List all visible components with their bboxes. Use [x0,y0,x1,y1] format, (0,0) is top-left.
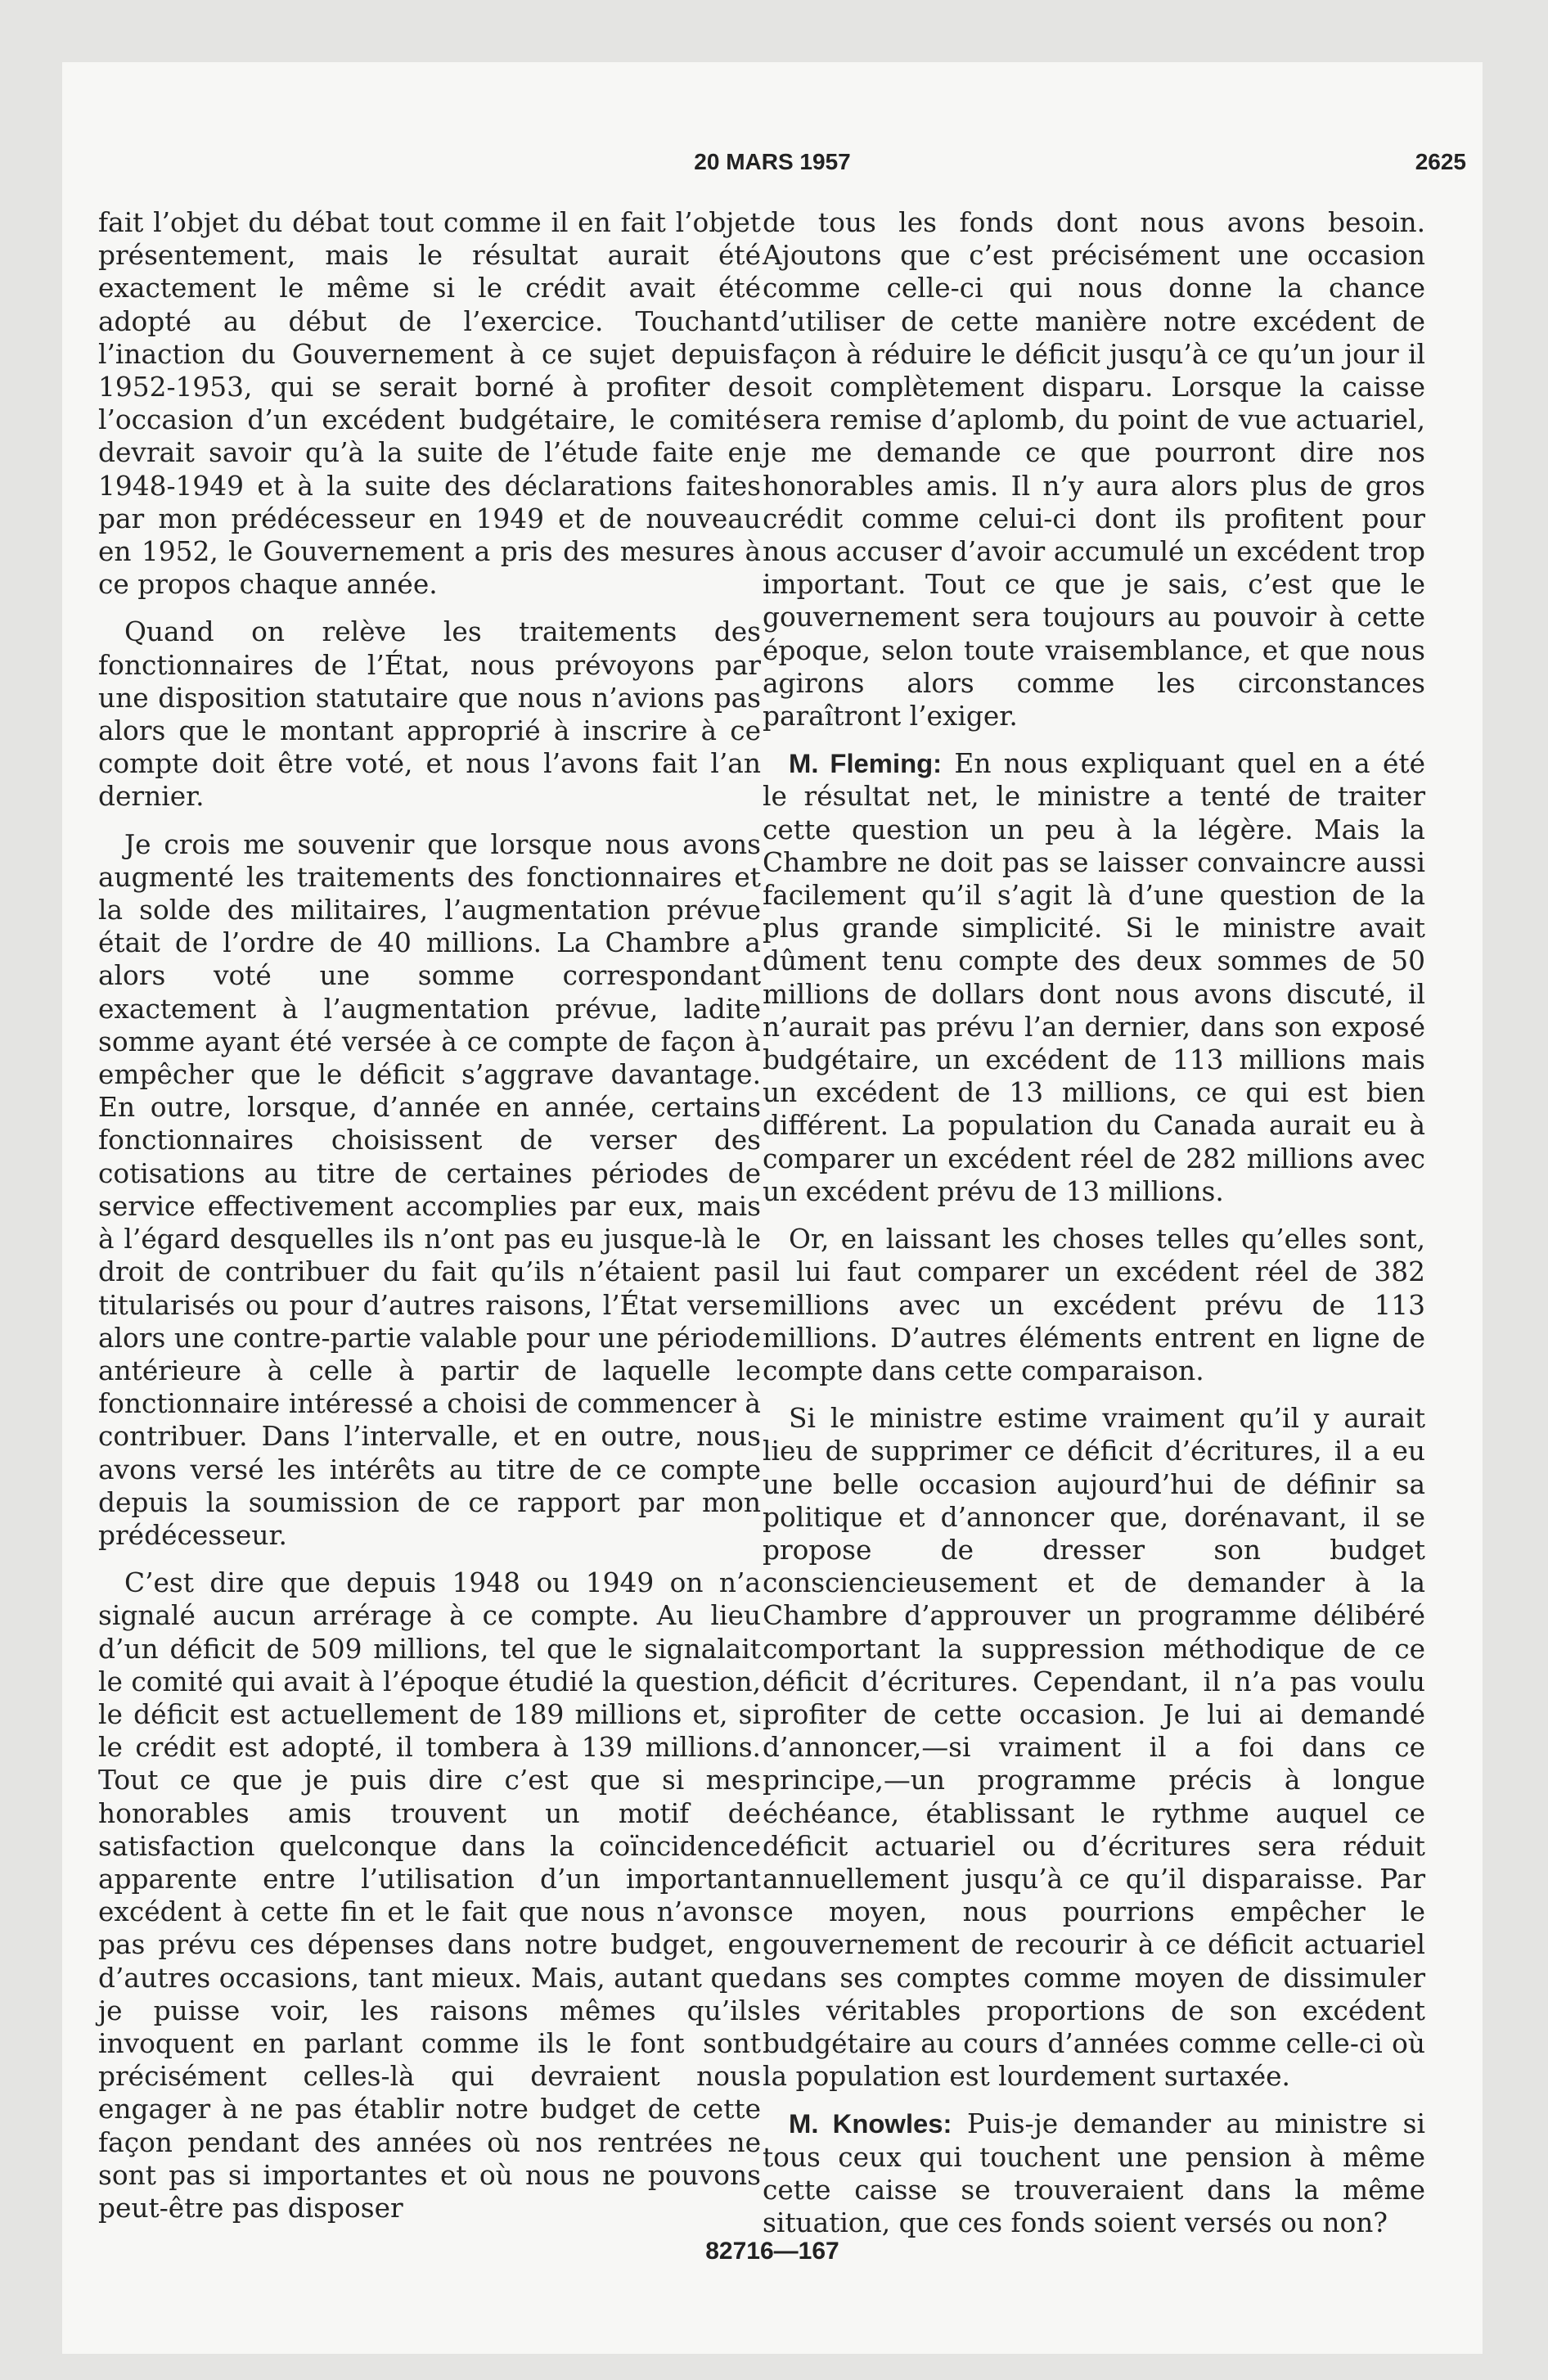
left-column [98,206,761,2239]
speech-text: En nous expliquant quel en a été le résultat net, le ministre a tenté de traiter cette question un peu à la légère. Mais la Chambre ne doit pas se laisser convaincre aussi facilement qu’il s’agit là d’une question de la plus grande simplicité. Si le ministre avait dûment tenu compte des deux sommes de 50 millions de dollars dont nous avons discuté, il n’aurait pas prévu l’an dernier, dans son exposé budgétaire, un excédent de 113 millions mais un excédent de 13 millions, ce qui est bien différent. La population du Canada aurait eu à comparer un excédent réel de 282 millions avec un excédent prévu de 13 millions. [763,748,1425,1207]
page [62,62,1483,2354]
right-column [763,206,1425,2254]
speaker-name: M. Fleming: [789,748,943,779]
paragraph: C’est dire que depuis 1948 ou 1949 on n’a signalé aucun arrérage à ce compte. Au lieu d’un déficit de 509 millions, tel que le signalait le comité qui avait à l’époque étudié la question, le déficit est actuellement de 189 millions et, si le crédit est adopté, il tombera à 139 millions. Tout ce que je puis dire c’est que si mes honorables amis trouvent un motif de satisfaction quelconque dans la coïncidence apparente entre l’utilisation d’un important excédent à cette fin et le fait que nous n’avons pas prévu ces dépenses dans notre budget, en d’autres occasions, tant mieux. Mais, autant que je puisse voir, les raisons mêmes qu’ils invoquent en parlant comme ils le font sont précisément celles-là qui devraient nous engager à ne pas établir notre budget de cette façon pendant des années où nos rentrées ne sont pas si importantes et où nous ne pouvons peut-être pas disposer [98,1567,761,2224]
paragraph: Quand on relève les traitements des fonctionnaires de l’État, nous prévoyons par une disposition statutaire que nous n’avions pas alors que le montant approprié à inscrire à ce compte doit être voté, et nous l’avons fait l’an dernier. [98,616,761,813]
page-footer-code: 82716—167 [705,2238,839,2265]
speech-text: Puis-je demander au ministre si tous ceux qui touchent une pension à même cette caisse se trouveraient dans la même situation, que ces fonds soient versés ou non? [763,2108,1425,2238]
paragraph: fait l’objet du débat tout comme il en fait l’objet présentement, mais le résultat aurait été exactement le même si le crédit avait été adopté au début de l’exercice. Touchant l’inaction du Gouvernement à ce sujet depuis 1952-1953, qui se serait borné à profiter de l’occasion d’un excédent budgétaire, le comité devrait savoir qu’à la suite de l’étude faite en 1948-1949 et à la suite des déclarations faites par mon prédécesseur en 1949 et de nouveau en 1952, le Gouvernement a pris des mesures à ce propos chaque année. [98,207,761,601]
page-header [62,149,1483,182]
paragraph: Je crois me souvenir que lorsque nous avons augmenté les traitements des fonctionnaires et la solde des militaires, l’augmentation prévue était de l’ordre de 40 millions. La Chambre a alors voté une somme correspondant exactement à l’augmentation prévue, ladite somme ayant été versée à ce compte de façon à empêcher que le déficit s’aggrave davantage. En outre, lorsque, d’année en année, certains fonctionnaires choisissent de verser des cotisations au titre de certaines périodes de service effectivement accomplies par eux, mais à l’égard desquelles ils n’ont pas eu jusque-là le droit de contribuer du fait qu’ils n’étaient pas titularisés ou pour d’autres raisons, l’État verse alors une contre-partie valable pour une période antérieure à celle à partir de laquelle le fonctionnaire intéressé a choisi de commencer à contribuer. Dans l’intervalle, et en outre, nous avons versé les intérêts au titre de ce compte depuis la soumission de ce rapport par mon prédécesseur. [98,828,761,1551]
paragraph [763,747,1425,1208]
header-page-number: 2625 [1415,149,1466,174]
header-date: 20 MARS 1957 [694,149,851,174]
paragraph [763,2107,1425,2239]
paragraph: Si le ministre estime vraiment qu’il y aurait lieu de supprimer ce déficit d’écritures, il a eu une belle occasion aujourd’hui de définir sa politique et d’annoncer que, dorénavant, il se propose de dresser son budget consciencieusement et de demander à la Chambre d’approuver un programme délibéré comportant la suppression méthodique de ce déficit d’écritures. Cependant, il n’a pas voulu profiter de cette occasion. Je lui ai demandé d’annoncer,—si vraiment il a foi dans ce principe,—un programme précis à longue échéance, établissant le rythme auquel ce déficit actuariel ou d’écritures sera réduit annuellement jusqu’à ce qu’il disparaisse. Par ce moyen, nous pourrions empêcher le gouvernement de recourir à ce déficit actuariel dans ses comptes comme moyen de dissimuler les véritables proportions de son excédent budgétaire au cours d’années comme celle-ci où la population est lourdement surtaxée. [763,1403,1425,2093]
paragraph: Or, en laissant les choses telles qu’elles sont, il lui faut comparer un excédent réel de 382 millions avec un excédent prévu de 113 millions. D’autres éléments entrent en ligne de compte dans cette comparaison. [763,1224,1425,1386]
speaker-name: M. Knowles: [789,2108,952,2139]
paragraph: de tous les fonds dont nous avons besoin. Ajoutons que c’est précisément une occasion comme celle-ci qui nous donne la chance d’utiliser de cette manière notre excédent de façon à réduire le déficit jusqu’à ce qu’un jour il soit complètement disparu. Lorsque la caisse sera remise d’aplomb, du point de vue actuariel, je me demande ce que pourront dire nos honorables amis. Il n’y aura alors plus de gros crédit comme celui-ci dont ils profitent pour nous accuser d’avoir accumulé un excédent trop important. Tout ce que je sais, c’est que le gouvernement sera toujours au pouvoir à cette époque, selon toute vraisemblance, et que nous agirons alors comme les circonstances paraîtront l’exiger. [763,207,1425,732]
